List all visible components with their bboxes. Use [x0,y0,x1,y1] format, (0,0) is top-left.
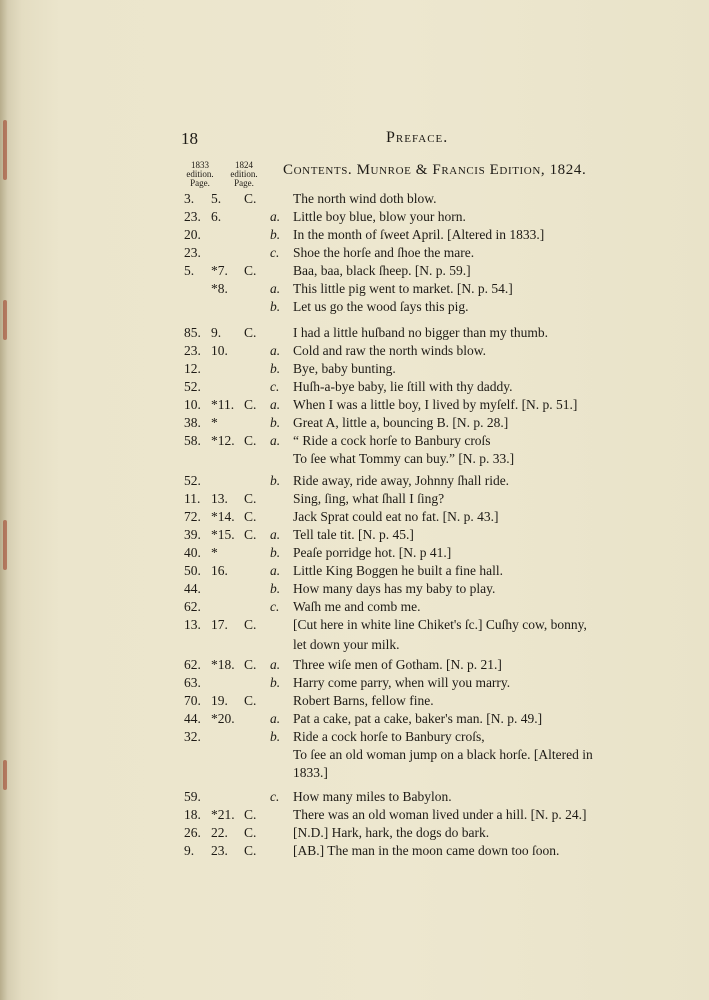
entry-c-mark: C. [244,263,257,278]
entry-c-mark: C. [244,657,257,672]
entry-text: This little pig went to market. [N. p. 54.] [293,281,513,296]
entry-letter: c. [270,379,280,394]
entry-page-1824: *12. [211,433,235,448]
entry-letter: c. [270,599,280,614]
contents-entry [0,451,709,469]
entry-letter: c. [270,789,280,804]
entry-text: There was an old woman lived under a hill. [N. p. 24.] [293,807,587,822]
entry-page-1824: *8. [211,281,228,296]
contents-entry [0,281,709,299]
entry-page-1824: 13. [211,491,228,506]
column-header-1824-page: Page. [234,178,254,188]
entry-page-1833: 52. [184,473,201,488]
entry-page-1833: 13. [184,617,201,632]
entry-page-1824: 5. [211,191,222,206]
entry-text: “ Ride a cock horſe to Banbury croſs [293,433,491,448]
entry-text: Harry come parry, when will you marry. [293,675,511,690]
contents-entry [0,433,709,451]
entry-page-1824: *7. [211,263,228,278]
entry-page-1833: 3. [184,191,195,206]
entry-letter: a. [270,433,281,448]
entry-text: Ride away, ride away, Johnny ſhall ride. [293,473,510,488]
contents-entry [0,509,709,527]
entry-text: Ride a cock horſe to Banbury croſs, [293,729,485,744]
contents-entry [0,747,709,765]
entry-page-1824: *11. [211,397,235,412]
entry-text: Sing, ſing, what ſhall I ſing? [293,491,445,506]
entry-c-mark: C. [244,191,257,206]
entry-page-1833: 38. [184,415,201,430]
entry-text: How many days has my baby to play. [293,581,496,596]
entry-c-mark: C. [244,397,257,412]
entry-page-1824: * [211,545,218,560]
contents-entry [0,361,709,379]
column-header-1824-edition: edition. [230,169,258,179]
contents-entry [0,789,709,807]
entry-page-1824: *21. [211,807,235,822]
entry-page-1833: 44. [184,711,201,726]
column-header-1824-year: 1824 [235,160,253,170]
contents-entry [0,657,709,675]
entry-c-mark: C. [244,527,257,542]
contents-entry [0,191,709,209]
entry-c-mark: C. [244,617,257,632]
entry-c-mark: C. [244,807,257,822]
entry-page-1824: 6. [211,209,222,224]
entry-page-1833: 59. [184,789,201,804]
contents-entry [0,415,709,433]
entry-letter: a. [270,209,281,224]
entry-text: Let us go the wood ſays this pig. [293,299,469,314]
entry-letter: a. [270,281,281,296]
entry-text: Little King Boggen he built a fine hall. [293,563,503,578]
entry-page-1833: 26. [184,825,201,840]
entry-text: [N.D.] Hark, hark, the dogs do bark. [293,825,490,840]
entry-letter: b. [270,227,281,242]
entry-text: Baa, baa, black ſheep. [N. p. 59.] [293,263,471,278]
entry-page-1833: 39. [184,527,201,542]
entry-letter: b. [270,545,281,560]
entry-letter: a. [270,397,281,412]
entry-page-1833: 10. [184,397,201,412]
entry-page-1833: 52. [184,379,201,394]
entry-text: Pat a cake, pat a cake, baker's man. [N. p. 49.] [293,711,543,726]
entry-text: Cold and raw the north winds blow. [293,343,486,358]
entry-letter: b. [270,473,281,488]
entry-page-1833: 50. [184,563,201,578]
contents-entry [0,765,709,783]
contents-entry [0,245,709,263]
entry-text: To ſee an old woman jump on a black horſe. [Altered in [293,747,593,762]
entry-text: Little boy blue, blow your horn. [293,209,466,224]
contents-heading: Contents. Munroe & Francis Edition, 1824. [283,162,587,178]
entry-page-1833: 72. [184,509,201,524]
contents-entry [0,527,709,545]
entry-page-1833: 70. [184,693,201,708]
entry-page-1833: 85. [184,325,201,340]
entry-text: How many miles to Babylon. [293,789,452,804]
entry-page-1833: 12. [184,361,201,376]
entry-page-1833: 63. [184,675,201,690]
column-header-1824 [226,161,262,188]
entry-letter: a. [270,657,281,672]
contents-entry [0,299,709,317]
entry-text: 1833.] [293,765,328,780]
binding-stain [3,120,7,180]
entry-letter: a. [270,527,281,542]
entry-text: The north wind doth blow. [293,191,437,206]
entry-text: In the month of ſweet April. [Altered in 1833.] [293,227,545,242]
entry-letter: a. [270,563,281,578]
entry-text: Peaſe porridge hot. [N. p 41.] [293,545,452,560]
entry-page-1824: * [211,415,218,430]
entry-text: To ſee what Tommy can buy.” [N. p. 33.] [293,451,515,466]
contents-entry [0,343,709,361]
column-header-1833-page: Page. [190,178,210,188]
contents-entry [0,825,709,843]
entry-text: Three wiſe men of Gotham. [N. p. 21.] [293,657,502,672]
contents-entry [0,617,709,635]
contents-entry [0,491,709,509]
entry-page-1824: 22. [211,825,228,840]
contents-entry [0,807,709,825]
entry-c-mark: C. [244,843,257,858]
entry-text: [Cut here in white line Chiket's ſc.] Cuſhy cow, bonny, [293,617,587,632]
entry-c-mark: C. [244,325,257,340]
contents-entry [0,263,709,281]
entry-text: Great A, little a, bouncing B. [N. p. 28.] [293,415,509,430]
entry-page-1833: 58. [184,433,201,448]
entry-text: When I was a little boy, I lived by myſelf. [N. p. 51.] [293,397,578,412]
entry-text: Tell tale tit. [N. p. 45.] [293,527,414,542]
entry-text: Waſh me and comb me. [293,599,421,614]
entry-page-1833: 62. [184,599,201,614]
entry-c-mark: C. [244,825,257,840]
entry-page-1833: 62. [184,657,201,672]
entry-page-1833: 23. [184,209,201,224]
contents-entry [0,843,709,861]
entry-page-1833: 40. [184,545,201,560]
entry-letter: b. [270,729,281,744]
contents-entry [0,473,709,491]
entry-c-mark: C. [244,433,257,448]
contents-entry [0,729,709,747]
entry-text: [AB.] The man in the moon came down too ſoon. [293,843,560,858]
entry-page-1824: 16. [211,563,228,578]
page-number: 18 [181,129,198,148]
entry-page-1833: 32. [184,729,201,744]
entry-page-1833: 18. [184,807,201,822]
entry-page-1833: 23. [184,343,201,358]
entry-letter: a. [270,343,281,358]
entry-page-1824: 9. [211,325,222,340]
column-header-1833 [182,161,218,188]
entry-text: Shoe the horſe and ſhoe the mare. [293,245,475,260]
entry-page-1824: *18. [211,657,235,672]
entry-page-1833: 11. [184,491,201,506]
entry-letter: c. [270,245,280,260]
contents-entry [0,379,709,397]
entry-letter: b. [270,299,281,314]
entry-text: Huſh-a-bye baby, lie ſtill with thy daddy. [293,379,513,394]
entry-c-mark: C. [244,509,257,524]
contents-entry [0,637,709,655]
entry-page-1824: 19. [211,693,228,708]
contents-entry [0,227,709,245]
entry-page-1833: 20. [184,227,201,242]
entry-c-mark: C. [244,491,257,506]
entry-page-1824: 23. [211,843,228,858]
entry-text: Jack Sprat could eat no fat. [N. p. 43.] [293,509,499,524]
entry-page-1824: 10. [211,343,228,358]
contents-entry [0,599,709,617]
entry-letter: b. [270,415,281,430]
entry-text: Bye, baby bunting. [293,361,396,376]
contents-entry [0,675,709,693]
entry-page-1833: 44. [184,581,201,596]
column-header-1833-year: 1833 [191,160,209,170]
column-header-1833-edition: edition. [186,169,214,179]
entry-text: I had a little huſband no bigger than my thumb. [293,325,548,340]
entry-c-mark: C. [244,693,257,708]
running-head: Preface. [386,129,449,146]
contents-entry [0,581,709,599]
entry-letter: b. [270,581,281,596]
entry-page-1833: 23. [184,245,201,260]
entry-page-1833: 5. [184,263,195,278]
contents-entry [0,545,709,563]
contents-entry [0,693,709,711]
entry-text: let down your milk. [293,637,400,652]
entry-page-1824: *20. [211,711,235,726]
entry-letter: b. [270,361,281,376]
entry-letter: b. [270,675,281,690]
entry-page-1824: *15. [211,527,235,542]
entry-letter: a. [270,711,281,726]
contents-entry [0,563,709,581]
entry-page-1824: 17. [211,617,228,632]
contents-entry [0,209,709,227]
contents-entry [0,711,709,729]
entry-page-1824: *14. [211,509,235,524]
entry-page-1833: 9. [184,843,195,858]
entry-text: Robert Barns, fellow fine. [293,693,434,708]
contents-entry [0,325,709,343]
contents-entry [0,397,709,415]
